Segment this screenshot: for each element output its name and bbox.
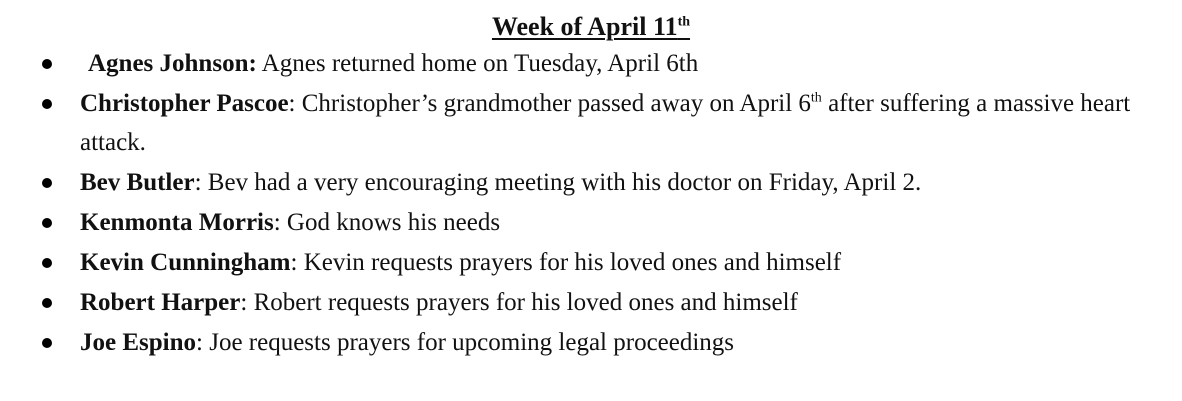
- bullet-icon: [42, 258, 52, 268]
- entry-name: Christopher Pascoe: [80, 90, 289, 117]
- entry-name: Kenmonta Morris: [80, 209, 274, 236]
- list-item: [0, 84, 1182, 162]
- entry-text: : Kevin requests prayers for his loved ones and himself: [290, 249, 842, 276]
- entry-name: Robert Harper: [80, 289, 241, 316]
- entry-text: : Robert requests prayers for his loved ones and himself: [240, 289, 798, 316]
- entry-name: Kevin Cunningham: [80, 249, 291, 276]
- entry-text: Agnes returned home on Tuesday, April 6th: [256, 50, 699, 77]
- title-text: [492, 12, 690, 41]
- list-item: [0, 323, 1182, 362]
- list-item: [0, 44, 1182, 83]
- bullet-icon: [42, 298, 52, 308]
- page-title: [0, 10, 1182, 44]
- entry-text: : God knows his needs: [273, 209, 501, 236]
- entry-name: Joe Espino: [80, 329, 197, 356]
- bullet-icon: [42, 218, 52, 228]
- entry-text: : Joe requests prayers for upcoming legal proceedings: [196, 329, 735, 356]
- list-item: [0, 283, 1182, 322]
- list-item: [0, 203, 1182, 242]
- bullet-icon: [42, 178, 52, 188]
- bullet-icon: [42, 59, 52, 69]
- entry-text-before: : Christopher’s grandmother passed away on April 6: [288, 90, 811, 117]
- entry-ordinal: th: [810, 90, 822, 106]
- list-item: [0, 163, 1182, 202]
- bullet-icon: [42, 99, 52, 109]
- title-main: Week of April 11: [491, 12, 678, 41]
- entry-name: Bev Butler: [80, 169, 195, 196]
- entry-name: Agnes Johnson:: [88, 50, 257, 77]
- entry-text-after: after suffering a massive heart attack.: [80, 90, 1131, 156]
- list-item: [0, 243, 1182, 282]
- entry-text: : Bev had a very encouraging meeting with his doctor on Friday, April 2.: [194, 169, 922, 196]
- bullet-icon: [42, 338, 52, 348]
- prayer-list: [0, 44, 1182, 363]
- title-suffix: th: [677, 14, 691, 30]
